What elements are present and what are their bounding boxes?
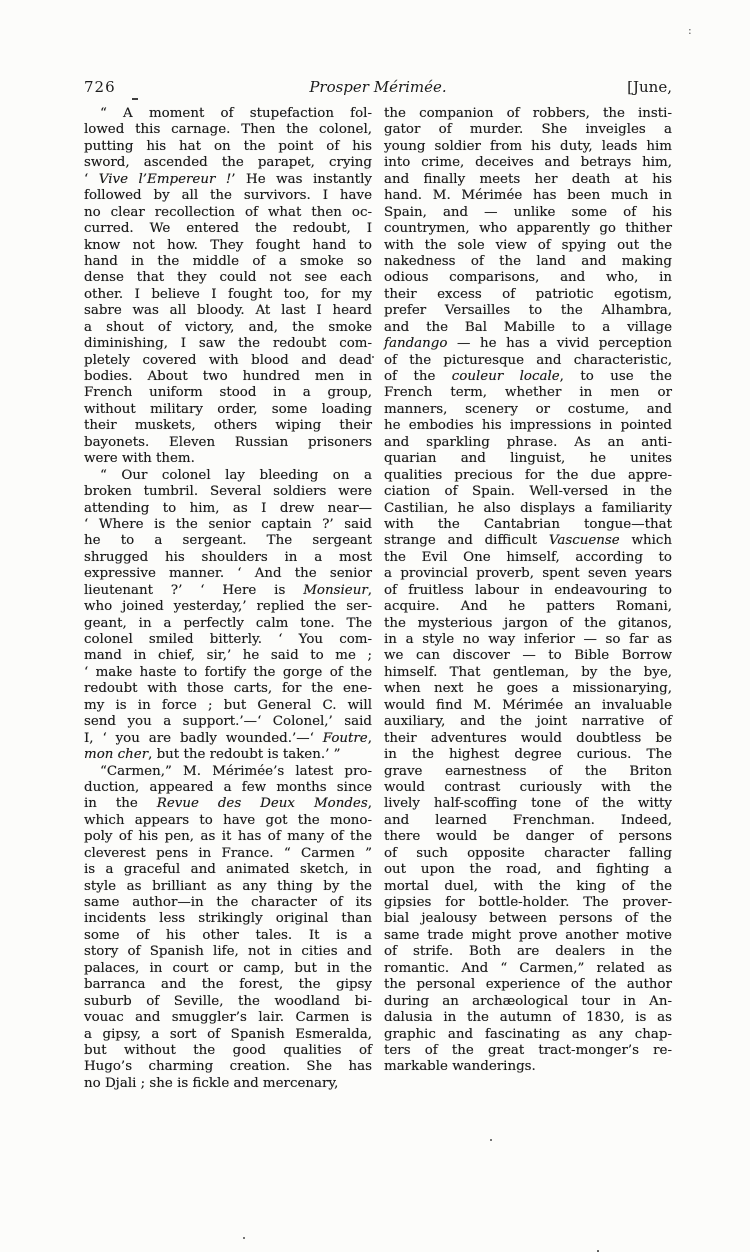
text-line: markable wanderings. <box>384 1059 536 1075</box>
text-line: grave earnestness of the Briton <box>384 763 672 779</box>
scan-artifact <box>243 1237 245 1239</box>
text-line: their adventures would doubtless be <box>384 730 672 746</box>
text-line: lowed this carnage. Then the colonel, <box>84 122 372 138</box>
text-line: ciation of Spain. Well-versed in the <box>384 484 672 500</box>
text-line: palaces, in court or camp, but in the <box>84 960 372 976</box>
text-line: were with them. <box>84 451 195 467</box>
text-line: romantic. And “ Carmen,” related as <box>384 960 672 976</box>
text-line: qualities precious for the due appre- <box>384 467 672 483</box>
text-line: “ Our colonel lay bleeding on a <box>100 467 372 483</box>
left-column <box>84 106 372 1092</box>
page-number: 726 <box>84 78 116 96</box>
text-line: colonel smiled bitterly. ‘ You com- <box>84 632 372 647</box>
text-line: French uniform stood in a group, <box>84 385 372 401</box>
text-line: quarian and linguist, he unites <box>384 451 672 467</box>
text-line: a provincial proverb, spent seven years <box>384 566 672 582</box>
page-header <box>84 78 672 100</box>
text-line: in a style no way inferior — so far as <box>384 632 672 647</box>
text-line: lively half-scoffing tone of the witty <box>384 796 672 812</box>
text-line: gipsies for bottle-holder. The prover- <box>384 895 672 910</box>
text-line: bodies. About two hundred men in <box>84 369 372 384</box>
text-line: manners, scenery or costume, and <box>384 401 672 417</box>
text-line: Castilian, he also displays a familiarity <box>384 500 672 516</box>
text-line: duction, appeared a few months since <box>84 779 372 795</box>
text-line: would find M. Mérimée an invaluable <box>384 697 672 713</box>
text-line: pletely covered with blood and dead <box>84 352 372 368</box>
text-line: curred. We entered the redoubt, I <box>84 221 372 237</box>
text-line: sword, ascended the parapet, crying <box>84 155 372 171</box>
text-line: suburb of Seville, the woodland bi- <box>84 993 372 1009</box>
text-line: their muskets, others wiping their <box>84 418 372 434</box>
text-line: know not how. They fought hand to <box>84 237 372 253</box>
text-line: auxiliary, and the joint narrative of <box>384 714 672 730</box>
text-line: expressive manner. ‘ And the senior <box>84 566 372 582</box>
text-line: poly of his pen, as it has of many of the <box>84 829 372 845</box>
text-line: countrymen, who apparently go thither <box>384 221 672 237</box>
text-line: the personal experience of the author <box>384 977 672 993</box>
text-line: out upon the road, and fighting a <box>384 862 672 878</box>
text-line: story of Spanish life, not in cities and <box>84 944 372 960</box>
text-line: gator of murder. She inveigles a <box>384 122 672 138</box>
text-line: ‘ Vive l’Empereur !’ He was instantly <box>84 171 372 187</box>
scan-artifact <box>132 98 138 100</box>
text-line: same trade might prove another motive <box>384 927 672 943</box>
text-line: redoubt with those carts, for the ene- <box>84 681 372 697</box>
text-line: bayonets. Eleven Russian prisoners <box>84 434 372 450</box>
text-line: he embodies his impressions in pointed <box>384 418 672 434</box>
text-line: I, ‘ you are badly wounded.’—‘ Foutre, <box>84 730 372 746</box>
text-line: the Evil One himself, according to <box>384 549 672 565</box>
text-line: “ A moment of stupefaction fol- <box>100 106 372 121</box>
text-columns <box>84 106 672 1092</box>
text-line: which appears to have got the mono- <box>84 812 372 828</box>
text-line: some of his other tales. It is a <box>84 927 372 943</box>
text-line: is a graceful and animated sketch, in <box>84 862 372 878</box>
text-line: other. I believe I fought too, for my <box>84 286 372 302</box>
text-line: of strife. Both are dealers in the <box>384 944 672 960</box>
text-line: dalusia in the autumn of 1830, is as <box>384 1010 672 1026</box>
right-column <box>384 106 672 1092</box>
text-line: of the picturesque and characteristic, <box>384 352 672 368</box>
text-line: cleverest pens in France. “ Carmen ” <box>84 845 372 861</box>
text-line: who joined yesterday,’ replied the ser- <box>84 599 372 615</box>
text-line: in the highest degree curious. The <box>384 747 672 763</box>
text-line: ters of the great tract-monger’s re- <box>384 1042 672 1058</box>
text-line: nakedness of the land and making <box>384 253 672 269</box>
text-line: and learned Frenchman. Indeed, <box>384 812 672 828</box>
text-line: shrugged his shoulders in a most <box>84 549 372 565</box>
text-line: ‘ Where is the senior captain ?’ said <box>84 516 372 532</box>
scan-artifact <box>490 1139 492 1141</box>
text-line: mortal duel, with the king of the <box>384 878 672 894</box>
running-title: Prosper Mérimée. <box>309 78 447 96</box>
text-line: no clear recollection of what then oc- <box>84 204 372 220</box>
text-line: followed by all the survivors. I have <box>84 188 372 204</box>
text-line: hand in the middle of a smoke so <box>84 253 372 269</box>
paragraph <box>84 468 372 764</box>
text-line: the companion of robbers, the insti- <box>384 106 672 121</box>
text-line: sabre was all bloody. At last I heard <box>84 303 372 319</box>
paragraph <box>84 106 372 468</box>
text-line: no Djali ; she is fickle and mercenary, <box>84 1075 339 1091</box>
text-line: dense that they could not see each <box>84 270 372 286</box>
text-line: with the Cantabrian tongue—that <box>384 516 672 532</box>
text-line: without military order, some loading <box>84 401 372 417</box>
text-line: lieutenant ?’ ‘ Here is Monsieur, <box>84 582 372 598</box>
text-line: during an archæological tour in An- <box>384 993 672 1009</box>
text-line: of the couleur locale, to use the <box>384 369 672 384</box>
text-line: himself. That gentleman, by the bye, <box>384 664 672 680</box>
text-line: young soldier from his duty, leads him <box>384 138 672 154</box>
text-line: my is in force ; but General C. will <box>84 697 372 713</box>
text-line: he to a sergeant. The sergeant <box>84 533 372 549</box>
text-line: diminishing, I saw the redoubt com- <box>84 336 372 352</box>
text-line: style as brilliant as any thing by the <box>84 878 372 894</box>
text-line: odious comparisons, and who, in <box>384 270 672 286</box>
paragraph <box>84 764 372 1093</box>
text-line: putting his hat on the point of his <box>84 138 372 154</box>
text-line: there would be danger of persons <box>384 829 672 845</box>
text-line: hand. M. Mérimée has been much in <box>384 188 672 204</box>
text-line: graphic and fascinating as any chap- <box>384 1026 672 1042</box>
text-line: we can discover — to Bible Borrow <box>384 648 672 664</box>
issue-date: [June, <box>627 78 672 96</box>
scan-artifact <box>597 1250 599 1252</box>
scan-artifact <box>372 356 374 358</box>
text-line: broken tumbril. Several soldiers were <box>84 484 372 500</box>
text-line: acquire. And he patters Romani, <box>384 599 672 615</box>
text-line: of fruitless labour in endeavouring to <box>384 582 672 598</box>
text-line: “Carmen,” M. Mérimée’s latest pro- <box>100 763 372 779</box>
text-line: ‘ make haste to fortify the gorge of the <box>84 664 372 680</box>
text-line: a shout of victory, and, the smoke <box>84 319 372 335</box>
text-line: attending to him, as I drew near— <box>84 500 372 516</box>
text-line: French term, whether in men or <box>384 385 672 401</box>
text-line: Spain, and — unlike some of his <box>384 204 672 220</box>
text-line: would contrast curiously with the <box>384 779 672 795</box>
text-line: strange and difficult Vascuense which <box>384 533 673 549</box>
text-line: vouac and smuggler’s lair. Carmen is <box>84 1010 372 1026</box>
text-line: mon cher, but the redoubt is taken.’ ” <box>84 747 341 763</box>
text-line: prefer Versailles to the Alhambra, <box>384 303 672 319</box>
text-line: a gipsy, a sort of Spanish Esmeralda, <box>84 1026 372 1042</box>
text-line: same author—in the character of its <box>84 895 372 910</box>
text-line: their excess of patriotic egotism, <box>384 286 672 302</box>
text-line: in the Revue des Deux Mondes, <box>84 796 372 812</box>
text-line: into crime, deceives and betrays him, <box>384 155 672 171</box>
scan-artifact: : <box>688 24 692 37</box>
text-line: the mysterious jargon of the gitanos, <box>384 615 672 631</box>
text-line: bial jealousy between persons of the <box>384 911 672 927</box>
text-line: and sparkling phrase. As an anti- <box>384 434 672 450</box>
text-line: barranca and the forest, the gipsy <box>84 977 372 993</box>
text-line: of such opposite character falling <box>384 845 672 861</box>
text-line: fandango — he has a vivid perception <box>384 336 672 352</box>
text-line: Hugo’s charming creation. She has <box>84 1059 372 1075</box>
text-line: and the Bal Mabille to a village <box>384 319 672 335</box>
text-line: with the sole view of spying out the <box>384 237 672 253</box>
text-line: incidents less strikingly original than <box>84 911 372 927</box>
text-line: and finally meets her death at his <box>384 171 672 187</box>
text-line: mand in chief, sir,’ he said to me ; <box>84 648 372 664</box>
text-line: when next he goes a missionarying, <box>384 681 672 697</box>
text-line: send you a support.’—‘ Colonel,’ said <box>84 714 372 730</box>
text-line: but without the good qualities of <box>84 1042 372 1058</box>
paragraph <box>384 106 672 1076</box>
text-line: geant, in a perfectly calm tone. The <box>84 615 372 631</box>
